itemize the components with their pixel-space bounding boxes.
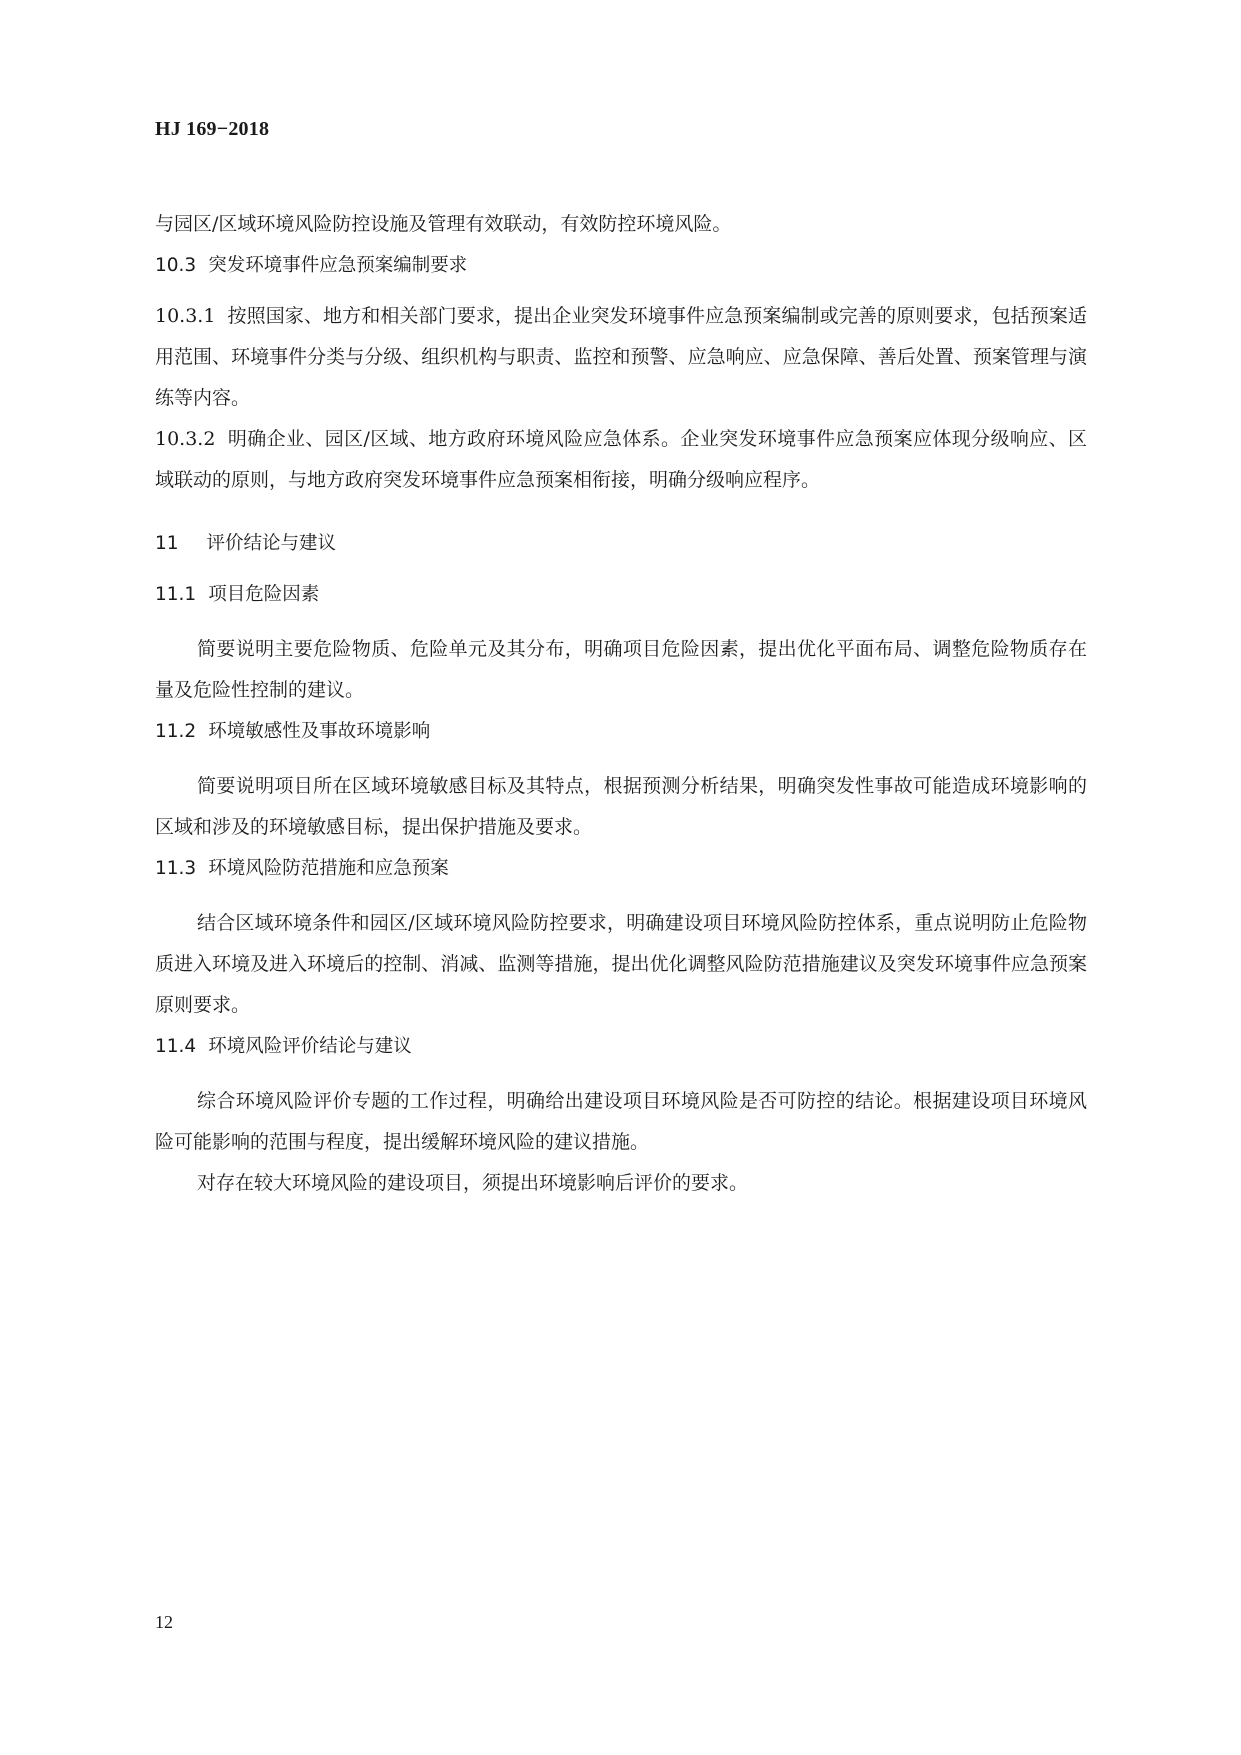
clause-text: 明确企业、园区/区域、地方政府环境风险应急体系。企业突发环境事件应急预案应体现分级响应、区域联动的原则，与地方政府突发环境事件应急预案相衔接，明确分级响应程序。 xyxy=(155,428,1087,491)
paragraph-11-1: 简要说明主要危险物质、危险单元及其分布，明确项目危险因素，提出优化平面布局、调整危险物质存在量及危险性控制的建议。 xyxy=(155,638,1087,701)
paragraph-11-4-b: 对存在较大环境风险的建设项目，须提出环境影响后评价的要求。 xyxy=(197,1172,749,1194)
paragraph-11-3: 结合区域环境条件和园区/区域环境风险防控要求，明确建设项目环境风险防控体系，重点说明防止危险物质进入环境及进入环境后的控制、消减、监测等措施，提出优化调整风险防范措施建议及突发环境事件应急预案原则要求。 xyxy=(155,912,1087,1016)
section-heading-11 xyxy=(155,523,1087,564)
section-heading-11-4 xyxy=(155,1026,1087,1067)
section-number: 11.4 xyxy=(155,1036,197,1057)
section-number: 10.3 xyxy=(155,255,197,276)
section-title: 项目危险因素 xyxy=(208,584,320,605)
section-heading-11-3 xyxy=(155,848,1087,889)
section-heading-11-2 xyxy=(155,711,1087,752)
document-body xyxy=(155,204,1087,1204)
section-number: 11.1 xyxy=(155,584,197,605)
paragraph-11-4-a: 综合环境风险评价专题的工作过程，明确给出建设项目环境风险是否可防控的结论。根据建设项目环境风险可能影响的范围与程度，提出缓解环境风险的建议措施。 xyxy=(155,1090,1087,1153)
page-number: 12 xyxy=(155,1612,173,1632)
clause-10-3-1 xyxy=(155,296,1087,419)
section-heading-11-1 xyxy=(155,574,1087,615)
standard-code-header: HJ 169−2018 xyxy=(155,118,270,140)
paragraph-11-2: 简要说明项目所在区域环境敏感目标及其特点，根据预测分析结果，明确突发性事故可能造成环境影响的区域和涉及的环境敏感目标，提出保护措施及要求。 xyxy=(155,775,1087,838)
continued-paragraph: 与园区/区域环境风险防控设施及管理有效联动，有效防控环境风险。 xyxy=(155,213,732,235)
clause-10-3-2 xyxy=(155,419,1087,501)
section-number: 11.2 xyxy=(155,721,197,742)
section-title: 突发环境事件应急预案编制要求 xyxy=(208,255,468,276)
clause-number: 10.3.1 xyxy=(155,305,216,327)
clause-number: 10.3.2 xyxy=(155,428,216,450)
clause-text: 按照国家、地方和相关部门要求，提出企业突发环境事件应急预案编制或完善的原则要求，包括预案适用范围、环境事件分类与分级、组织机构与职责、监控和预警、应急响应、应急保障、善后处置、预案管理与演练等内容。 xyxy=(155,305,1087,409)
section-title: 环境敏感性及事故环境影响 xyxy=(208,721,431,742)
section-heading-10-3 xyxy=(155,245,1087,286)
section-title: 环境风险评价结论与建议 xyxy=(208,1036,412,1057)
section-title: 评价结论与建议 xyxy=(206,533,337,554)
section-title: 环境风险防范措施和应急预案 xyxy=(208,858,449,879)
section-number: 11.3 xyxy=(155,858,197,879)
section-number: 11 xyxy=(155,533,179,554)
